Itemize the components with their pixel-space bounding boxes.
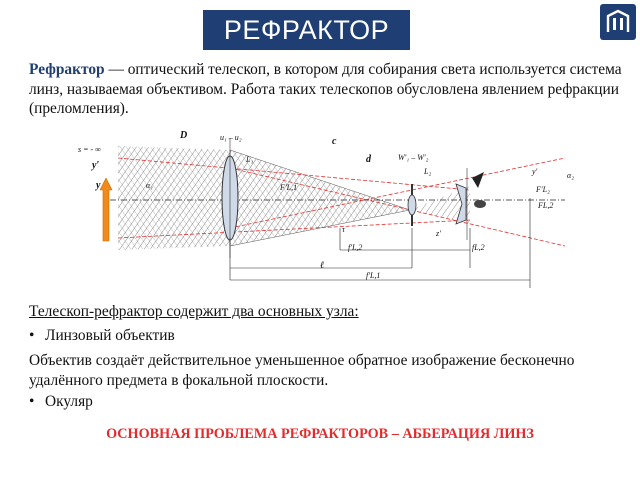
intro-text: — оптический телескоп, в котором для собирания света используется система линз, называемая объективом. Работа таких телескопов обусловлена явлением рефракции (преломления). xyxy=(29,61,622,117)
label-l: ℓ xyxy=(320,260,325,271)
label-z-prime: z′ xyxy=(436,229,441,238)
label-u1u2: u₁ – u₂ xyxy=(220,133,242,142)
label-f-prime-L2: f′L,2 xyxy=(348,243,363,252)
label-y: y xyxy=(96,180,101,191)
university-logo-icon xyxy=(600,4,636,40)
label-c: c xyxy=(332,136,337,147)
label-alpha1: α₁ xyxy=(146,181,153,190)
label-w1w2: W′₁ – W′₂ xyxy=(398,153,429,162)
bullet-eyepiece-label: Окуляр xyxy=(45,393,93,410)
intro-paragraph xyxy=(29,60,625,119)
bullet-objective xyxy=(29,327,175,345)
problem-statement: ОСНОВНАЯ ПРОБЛЕМА РЕФРАКТОРОВ – АББЕРАЦИЯ ЛИНЗ xyxy=(106,426,534,442)
label-tau: τ xyxy=(342,225,345,234)
label-y-prime: y′ xyxy=(532,167,538,176)
label-s-infinity: s = - ∞ xyxy=(78,145,101,154)
slide-title: РЕФРАКТОР xyxy=(203,10,410,50)
bullet-dot: • xyxy=(29,393,35,410)
label-alpha2: α₂ xyxy=(567,171,574,180)
label-f-prime-L1: f′L,1 xyxy=(366,271,381,280)
label-D: D xyxy=(180,130,188,141)
bullet-objective-label: Линзовый объектив xyxy=(45,327,175,344)
object-arrow xyxy=(100,178,112,241)
label-F-L2: FL,2 xyxy=(538,201,554,210)
label-F-prime-L1: F′L,1 xyxy=(280,183,298,192)
intro-term: Рефрактор xyxy=(29,61,105,78)
section-heading: Телескоп-рефрактор содержит два основных узла: xyxy=(29,303,359,320)
objective-description: Объектив создаёт действительное уменьшенное обратное изображение бесконечно удалённого предмета в фокальной плоскости. xyxy=(29,352,575,389)
label-y-prime-top: y′ xyxy=(92,160,100,171)
eye-icon xyxy=(472,172,486,208)
label-F-prime-L2: F′L₂ xyxy=(536,185,550,194)
label-f-L2: fL,2 xyxy=(472,243,485,252)
label-L1: L₁ xyxy=(246,155,254,164)
label-L2: L₂ xyxy=(424,167,432,176)
label-d: d xyxy=(366,154,371,165)
bullet-eyepiece xyxy=(29,393,93,411)
bullet-dot: • xyxy=(29,327,35,344)
refractor-diagram xyxy=(70,128,590,298)
